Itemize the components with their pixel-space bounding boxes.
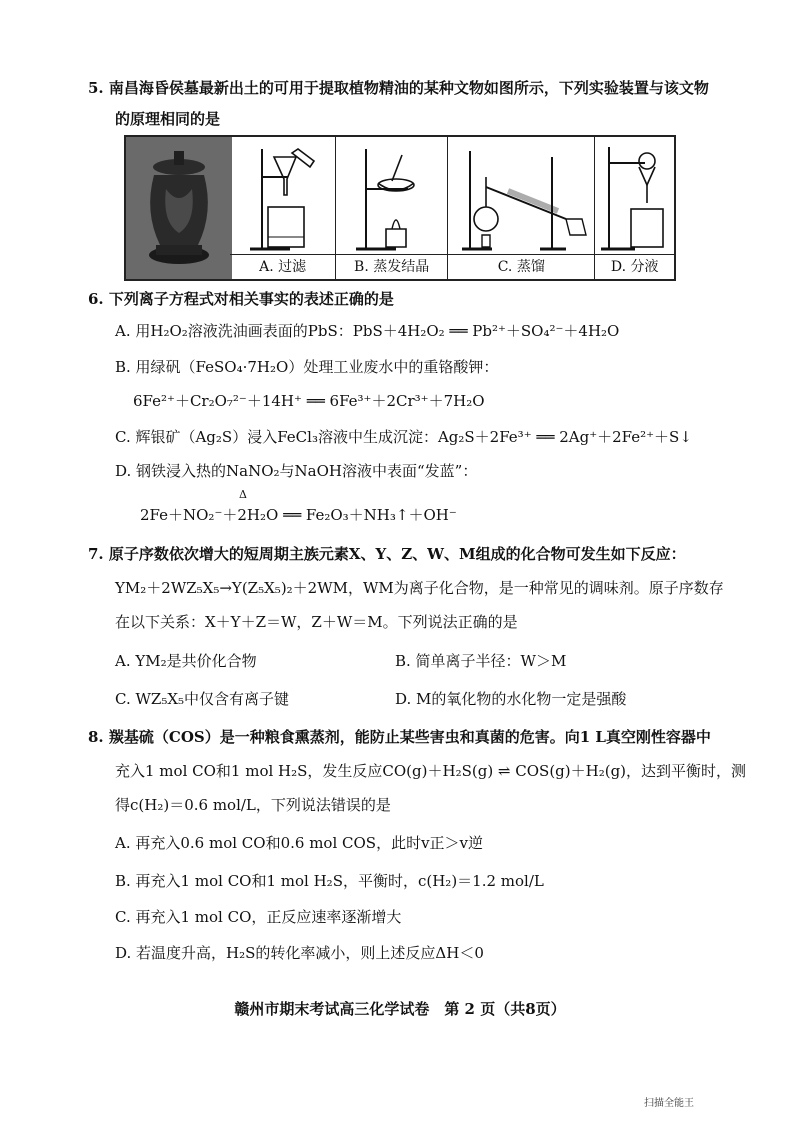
q6-option-b-line1: B. 用绿矾（FeSO₄·7H₂O）处理工业废水中的重铬酸钾： [115, 358, 499, 376]
q7-option-b: B. 简单离子半径：W＞M [395, 652, 567, 670]
q8-stem-line3: 得c(H₂)＝0.6 mol/L，下列说法错误的是 [115, 796, 391, 814]
caption-d: D. 分液 [595, 254, 674, 279]
apparatus-d-separation [595, 137, 674, 279]
q5-stem-line1: 5. 南昌海昏侯墓最新出土的可用于提取植物精油的某种文物如图所示，下列实验装置与该文物 [88, 79, 709, 97]
q8-stem-line1: 8. 羰基硫（COS）是一种粮食熏蒸剂，能防止某些害虫和真菌的危害。向1 L真空刚性容器中 [88, 728, 711, 746]
caption-c: C. 蒸馏 [448, 254, 594, 279]
q5-apparatus-figure [124, 135, 676, 281]
page-footer: 赣州市期末考试高三化学试卷 第 2 页（共8页） [234, 1000, 566, 1018]
q7-option-c: C. WZ₅X₅中仅含有离子键 [115, 690, 290, 708]
q7-option-d: D. M的氧化物的水化物一定是强酸 [395, 690, 627, 708]
q8-stem-line2: 充入1 mol CO和1 mol H₂S，发生反应CO(g)＋H₂S(g) ⇌ COS(g)＋H₂(g)，达到平衡时，测 [115, 762, 747, 780]
q5-stem-line2: 的原理相同的是 [115, 110, 221, 128]
q7-stem-line3: 在以下关系：X＋Y＋Z＝W，Z＋W＝M。下列说法正确的是 [115, 613, 518, 631]
q7-stem-line1: 7. 原子序数依次增大的短周期主族元素X、Y、Z、W、M组成的化合物可发生如下反应： [88, 545, 686, 563]
q6-option-a: A. 用H₂O₂溶液洗油画表面的PbS：PbS＋4H₂O₂ ══ Pb²⁺＋SO₄²⁻＋4H₂O [115, 322, 620, 340]
q8-option-a: A. 再充入0.6 mol CO和0.6 mol COS，此时v正＞v逆 [115, 834, 484, 852]
relic-photo [126, 137, 230, 279]
q8-option-b: B. 再充入1 mol CO和1 mol H₂S，平衡时，c(H₂)＝1.2 mol/L [115, 872, 544, 890]
caption-a: A. 过滤 [230, 254, 335, 279]
q6-option-b-line2: 6Fe²⁺＋Cr₂O₇²⁻＋14H⁺ ══ 6Fe³⁺＋2Cr³⁺＋7H₂O [133, 392, 485, 410]
apparatus-a-filtration [230, 137, 336, 279]
caption-b: B. 蒸发结晶 [336, 254, 447, 279]
q6-stem: 6. 下列离子方程式对相关事实的表述正确的是 [88, 290, 394, 308]
q6-option-d-condition: Δ [239, 488, 247, 501]
apparatus-c-distillation [448, 137, 595, 279]
q7-stem-line2: YM₂＋2WZ₅X₅→Y(Z₅X₅)₂＋2WM，WM为离子化合物，是一种常见的调味剂。原子序数存 [115, 579, 724, 597]
q7-option-a: A. YM₂是共价化合物 [115, 652, 257, 670]
q8-option-c: C. 再充入1 mol CO，正反应速率逐渐增大 [115, 908, 402, 926]
apparatus-b-evaporation [336, 137, 448, 279]
q6-option-c: C. 辉银矿（Ag₂S）浸入FeCl₃溶液中生成沉淀：Ag₂S＋2Fe³⁺ ══ 2Ag⁺＋2Fe²⁺＋S↓ [115, 428, 692, 446]
q6-option-d-line1: D. 钢铁浸入热的NaNO₂与NaOH溶液中表面“发蓝”： [115, 462, 478, 480]
q6-option-d-line2: 2Fe＋NO₂⁻＋2H₂O ══ Fe₂O₃＋NH₃↑＋OH⁻ [140, 506, 457, 524]
scanner-watermark: 扫描全能王 [644, 1098, 694, 1109]
q8-option-d: D. 若温度升高，H₂S的转化率减小，则上述反应ΔH＜0 [115, 944, 484, 962]
